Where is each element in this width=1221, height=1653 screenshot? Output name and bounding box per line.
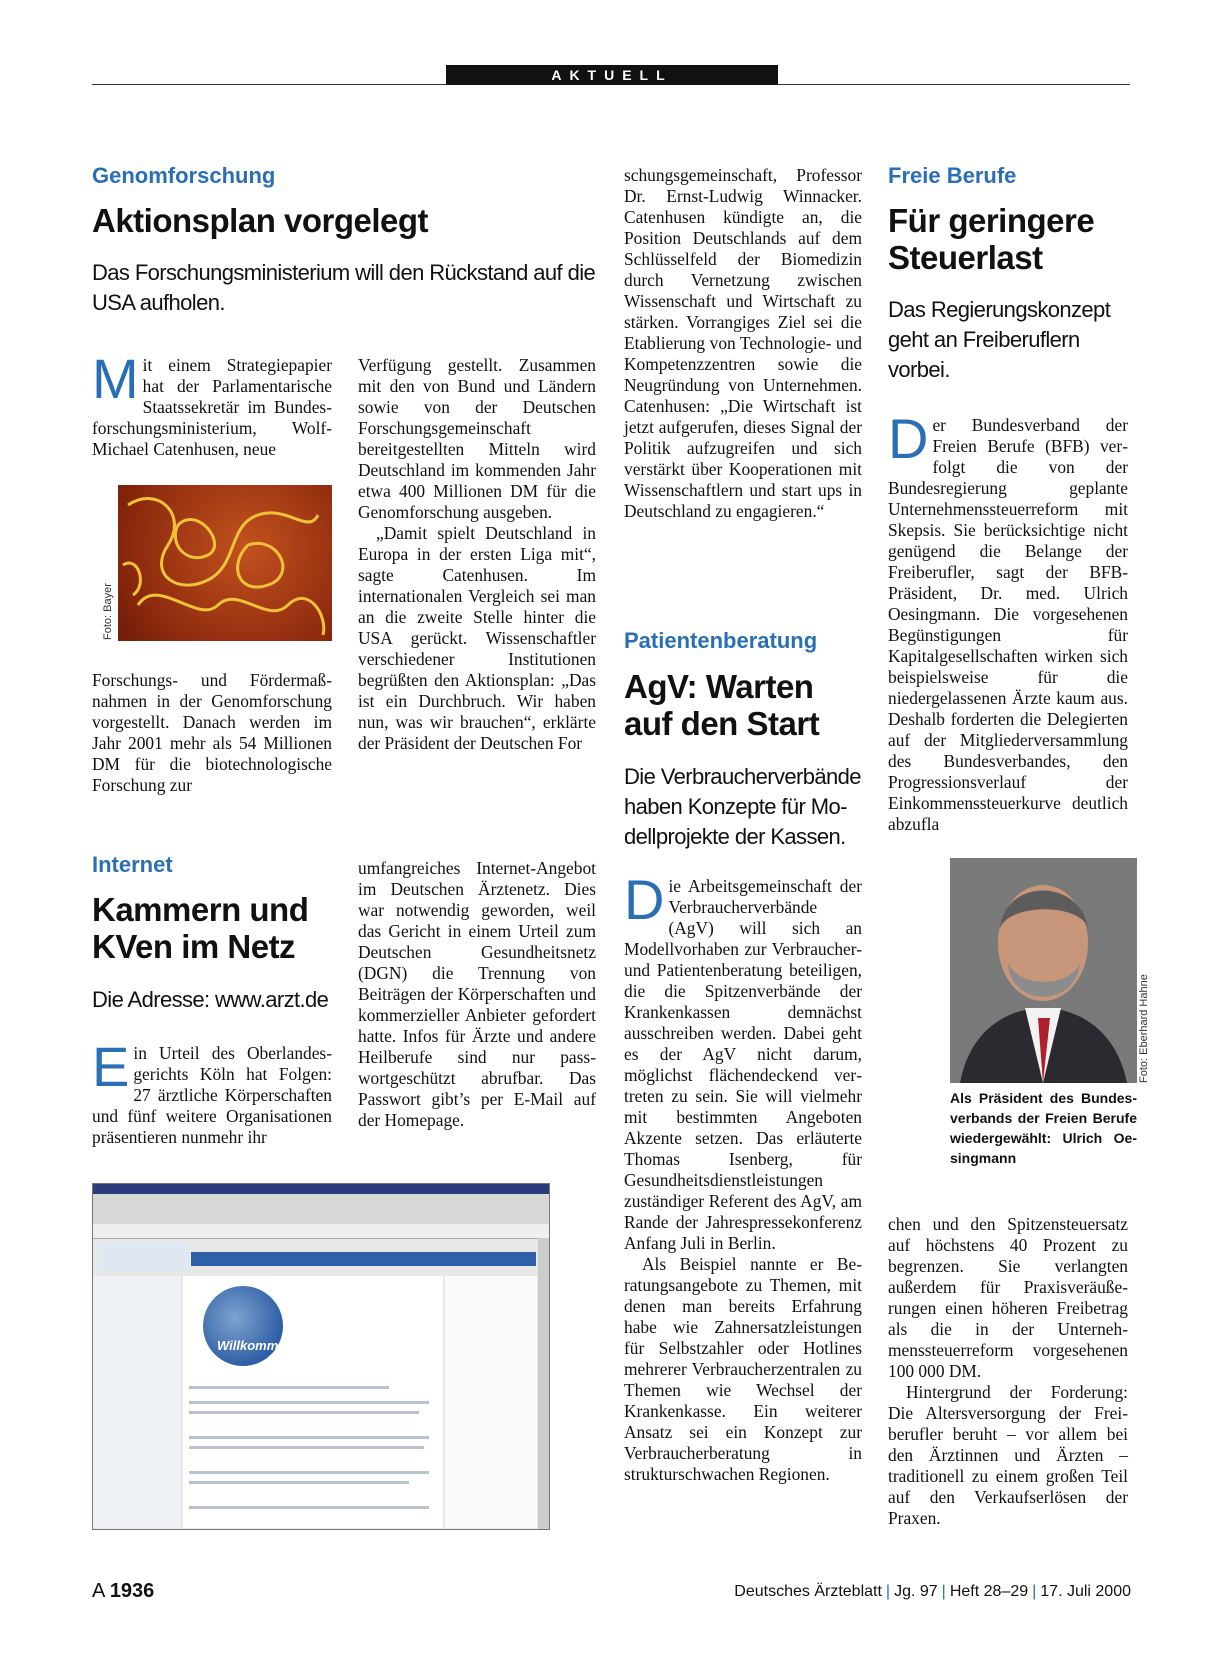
article4-lead: Das Regierungskonzept geht an Freiberuflern vorbei.: [888, 297, 1111, 382]
article1-col1a-text: it einem Strategiepapier hat der Parlamentarische Staatssekretär im Bundesforschungsministerium, Wolf-Michael Catenhusen, neue: [92, 355, 332, 459]
dna-strands-illustration: [118, 485, 332, 641]
article3-title: [624, 668, 819, 742]
portrait-caption: Als Präsident des Bundesverbands der Freien Berufe wiedergewählt: Ulrich Oesingmann: [950, 1090, 1137, 1166]
article4-title-line2: Steuerlast: [888, 239, 1043, 276]
separator: |: [1032, 1583, 1037, 1600]
article3-para1: [624, 868, 862, 1254]
article3-title-line1: AgV: Warten: [624, 668, 814, 705]
article1-col1-bottom: Forschungs- und Fördermaßnahmen in der Genomforschung vorgestellt. Danach werden im Jahr 2001 mehr als 54 Millionen DM für die biotechnologische Forschung zur: [92, 670, 332, 795]
issue-date: 17. Juli 2000: [1040, 1583, 1131, 1600]
window-titlebar: [93, 1184, 549, 1194]
text-line: [189, 1506, 429, 1509]
section-label: AKTUELL: [446, 65, 778, 85]
text-line: [189, 1471, 429, 1474]
browser-toolbar: [93, 1194, 549, 1225]
article4-body-bottom: [888, 1214, 1128, 1529]
article4-para2: chen und den Spitzensteuersatz auf höchstens 40 Prozent zu begrenzen. Sie verlangten außerdem für Praxisveräußerungen einen höheren Freibetrag als die in der Unternehmenssteuerreform vorgesehenen 100 000 DM.: [888, 1214, 1128, 1381]
text-line: [189, 1446, 424, 1449]
article4-photo-credit: Foto: Eberhard Hahne: [1138, 974, 1150, 1083]
article3-dropcap: D: [624, 868, 665, 931]
site-right-column: [445, 1276, 537, 1528]
browser-addressbar: [93, 1224, 549, 1239]
page-number: [92, 1580, 154, 1603]
article2-col2: umfangreiches Internet-Angebot im Deutschen Ärztenetz. Dies war notwendig geworden, weil das Gericht in einem Urteil zum Deutschen Gesundheitsnetz (DGN) die Trennung von Beiträgen der Körperschaften und kommerzieller Anbieter gefordert hatte. Infos für Ärzte und andere Heilberufe sind nur passwortgeschützt abrufbar. Das Passwort gibt’s per E-Mail auf der Homepage.: [358, 858, 596, 1130]
text-line: [189, 1436, 429, 1439]
site-nav-bar: [191, 1252, 536, 1266]
website-screenshot: [92, 1183, 550, 1530]
site-sidebar: [93, 1276, 181, 1528]
article2-title-line2: KVen im Netz: [92, 928, 296, 965]
article1-dropcap: M: [92, 347, 139, 410]
journal-name: Deutsches Ärzteblatt: [734, 1583, 882, 1600]
article1-col1-top: [92, 347, 332, 460]
scrollbar: [538, 1238, 549, 1529]
genome-photo: [118, 485, 332, 641]
article2-dropcap: E: [92, 1035, 130, 1098]
article4-body1-text: er Bundesverband der Freien Berufe (BFB) verfolgt die von der Bundesregierung geplante Unternehmenssteuerreform mit Skepsis. Sie berücksichtige nicht genügend die Belange der Freiberufler, sagt der BFB-Präsident, Dr. med. Ulrich Oesingmann. Die vorgesehenen Begünstigungen für Kapitalgesellschaften wirken sich beispielsweise für die niedergelassenen Ärzte kaum aus. Deshalb forderten die Delegierten auf der Mitgliederversammlung des Bundesverbandes, den Progressionsverlauf der Einkommenssteuerkurve deutlich abzufla: [888, 415, 1128, 834]
article2-lead: Die Adresse: www.arzt.de: [92, 987, 329, 1012]
page-prefix: A: [92, 1580, 105, 1602]
article4-body1: [888, 407, 1128, 835]
site-logo: [97, 1242, 189, 1272]
article3-para2: Als Beispiel nannte er Beratungsangebote zu Themen, mit denen man bereits Erfahrung habe wie Zahnersatzleistungen für Selbstzahler oder Hotlines mehrerer Verbraucherzentralen zu Themen wie Wechsel der Krankenkasse. Ein weiterer Ansatz sei ein Konzept zur Verbraucherberatung in strukturschwachen Regionen.: [624, 1254, 862, 1484]
article3-para1-text: ie Arbeitsgemeinschaft der Verbraucherverbände (AgV) will sich an Modellvorhaben zur Verbraucher- und Patientenberatung beteiligen, die die Spitzenverbände der Krankenkassen demnächst ausschreiben werden. Dabei geht es der AgV nicht darum, möglichst flächendeckend vertreten zu sein. Sie will vielmehr mit bestimmten Angeboten Akzente setzen. Das erläuterte Thomas Isenberg, für Gesundheitsdienstleistungen zuständiger Referent des AgV, am Rande der Jahrespressekonferenz Anfang Juli in Berlin.: [624, 876, 862, 1253]
portrait-photo: [950, 858, 1137, 1083]
footer-citation: [734, 1583, 1131, 1601]
issue: Heft 28–29: [949, 1583, 1029, 1600]
article1-col2: [358, 355, 596, 754]
article1-col2-para2: „Damit spielt Deutschland in Europa in der ersten Liga mit“, sagte Catenhusen. Im internationalen Vergleich sei man an die zweite Stelle hinter die USA gerückt. Wissenschaftler verschiedener Institutionen begrüßten den Aktionsplan: „Das ist ein Durchbruch. Wir haben nun, was wir brauchen“, erklärte der Präsident der Deutschen For: [358, 523, 596, 753]
article2-col1: [92, 1035, 332, 1148]
separator: |: [941, 1583, 946, 1600]
article4-title-line1: Für geringere: [888, 202, 1095, 239]
article1-title: Aktionsplan vorgelegt: [92, 202, 429, 239]
text-line: [189, 1481, 409, 1484]
article4-kicker: Freie Berufe: [888, 163, 1017, 188]
article2-title-line1: Kammern und: [92, 891, 309, 928]
article3-body: [624, 868, 862, 1485]
article3-lead: Die Verbraucherverbände haben Konzepte für Modellprojekte der Kassen.: [624, 764, 861, 849]
separator: |: [885, 1583, 891, 1600]
article2-col1-text: in Urteil des Oberlandesgerichts Köln hat Folgen: 27 ärztliche Körperschaften und fünf weitere Organisationen präsentieren nunmehr ihr: [92, 1043, 332, 1147]
article3-title-line2: auf den Start: [624, 705, 820, 742]
article2-kicker: Internet: [92, 852, 173, 877]
article1-photo-credit: Foto: Bayer: [102, 583, 114, 640]
article4-dropcap: D: [888, 407, 929, 470]
portrait-illustration: [950, 858, 1137, 1083]
text-line: [189, 1386, 389, 1389]
article1-lead: Das Forschungsministerium will den Rückstand auf die USA aufholen.: [92, 260, 596, 315]
article1-col2-para1: Verfügung gestellt. Zusammen mit den von Bund und Ländern sowie von der Deutschen Forschungsgemeinschaft bereitgestellten Mitteln wird Deutschland im kommenden Jahr etwa 400 Millionen DM für die Genomforschung ausgeben.: [358, 355, 596, 522]
article3-kicker: Patientenberatung: [624, 628, 818, 653]
article1-kicker: Genomforschung: [92, 163, 276, 188]
page-number-value: 1936: [109, 1580, 155, 1602]
welcome-text: Willkommen: [217, 1338, 294, 1353]
globe-graphic: [203, 1286, 283, 1366]
text-line: [189, 1411, 419, 1414]
article1-col3: schungsgemeinschaft, Professor Dr. Ernst-Ludwig Winnacker. Catenhusen kündigte an, die Position Deutschlands auf dem Schlüsselfeld der Biomedizin durch Vernetzung zwischen Wissenschaft und Wirtschaft zu stärken. Vorrangiges Ziel sei die Etablierung von Technologie- und Kompetenzzentren sowie die Neugründung von Unternehmen. Catenhusen: „Die Wirtschaft ist jetzt aufgerufen, dieses Signal der Politik aufzugreifen und sich verstärkt über Kooperationen mit Wissenschaftlern und start ups in Deutschland zu engagieren.“: [624, 165, 862, 521]
article4-title: [888, 202, 1094, 276]
volume: Jg. 97: [894, 1583, 938, 1600]
article2-title: [92, 891, 308, 965]
article4-para3: Hintergrund der Forderung: Die Altersversorgung der Freiberufler beruht – vor allem bei den Ärztinnen und Ärzten – traditionell zu einem großen Teil auf den Verkaufserlösen der Praxen.: [888, 1382, 1128, 1528]
text-line: [189, 1401, 429, 1404]
